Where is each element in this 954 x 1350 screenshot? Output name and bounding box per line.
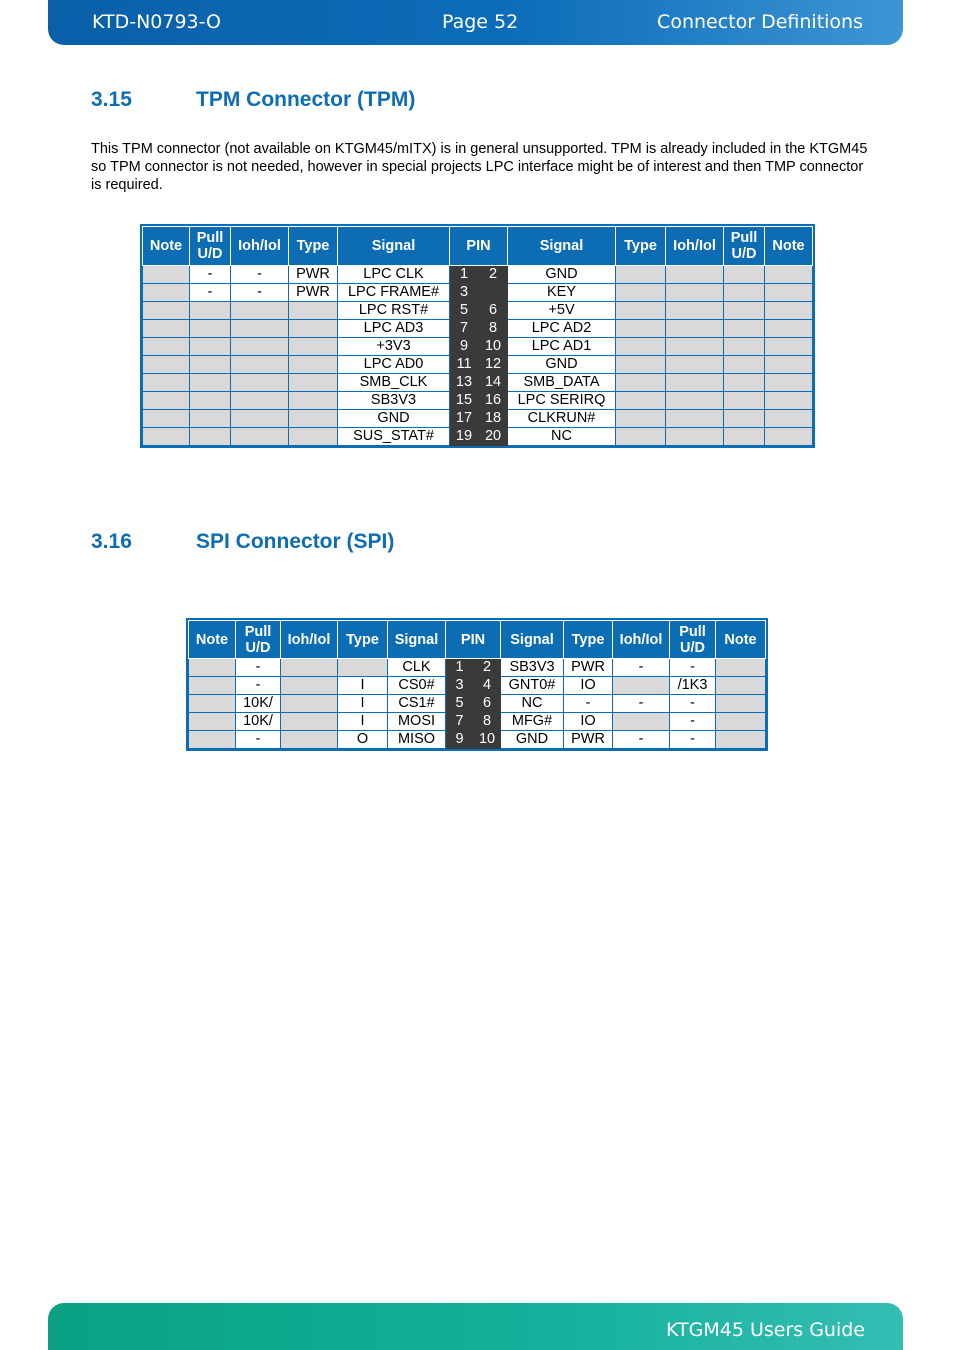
signal-cell: SB3V3 <box>338 392 450 410</box>
table-row <box>143 428 813 446</box>
signal-cell: LPC AD1 <box>508 338 616 356</box>
signal-cell: CLK <box>388 659 446 677</box>
pull-cell: - <box>190 284 231 302</box>
ioh-iol-cell <box>666 320 724 338</box>
note-cell <box>143 338 190 356</box>
table-row <box>143 302 813 320</box>
ioh-iol-cell <box>231 302 289 320</box>
header-pull: Pull U/D <box>670 621 716 659</box>
note-cell <box>189 713 236 731</box>
tpm-pin-table <box>142 226 813 446</box>
pin-cell: 4 <box>474 677 501 695</box>
section-name: Connector Definitions <box>657 11 863 33</box>
type-cell: PWR <box>564 659 613 677</box>
signal-cell: MOSI <box>388 713 446 731</box>
header-signal: Signal <box>388 621 446 659</box>
pin-cell: 3 <box>446 677 474 695</box>
header-pull: Pull U/D <box>190 227 231 266</box>
pull-cell: 10K/ <box>236 713 281 731</box>
ioh-iol-cell <box>666 410 724 428</box>
pull-cell <box>724 374 765 392</box>
type-cell: PWR <box>289 266 338 284</box>
tpm-section-title: TPM Connector (TPM) <box>196 88 416 111</box>
guide-title: KTGM45 Users Guide <box>666 1319 865 1341</box>
ioh-iol-cell <box>231 338 289 356</box>
page-number: Page 52 <box>442 11 519 33</box>
pin-cell: 6 <box>474 695 501 713</box>
signal-cell: GND <box>508 266 616 284</box>
note-cell <box>189 677 236 695</box>
pin-cell: 9 <box>446 731 474 749</box>
pull-cell <box>724 428 765 446</box>
ioh-iol-cell <box>281 731 338 749</box>
ioh-iol-cell <box>666 374 724 392</box>
note-cell <box>765 410 813 428</box>
pin-cell: 7 <box>446 713 474 731</box>
pin-cell: 10 <box>479 338 508 356</box>
pull-cell <box>724 302 765 320</box>
type-cell <box>616 356 666 374</box>
table-row <box>143 410 813 428</box>
note-cell <box>765 302 813 320</box>
type-cell: I <box>338 695 388 713</box>
ioh-iol-cell <box>281 713 338 731</box>
pull-cell <box>190 410 231 428</box>
note-cell <box>765 320 813 338</box>
type-cell <box>616 392 666 410</box>
note-cell <box>143 284 190 302</box>
pin-cell <box>479 284 508 302</box>
type-cell <box>616 428 666 446</box>
note-cell <box>189 659 236 677</box>
note-cell <box>143 266 190 284</box>
ioh-iol-cell <box>666 392 724 410</box>
pin-cell: 20 <box>479 428 508 446</box>
header-type: Type <box>338 621 388 659</box>
header-note: Note <box>716 621 766 659</box>
signal-cell: SB3V3 <box>501 659 564 677</box>
type-cell <box>338 659 388 677</box>
type-cell: O <box>338 731 388 749</box>
signal-cell: LPC CLK <box>338 266 450 284</box>
signal-cell: CS1# <box>388 695 446 713</box>
note-cell <box>143 320 190 338</box>
signal-cell: GND <box>501 731 564 749</box>
table-row <box>189 659 766 677</box>
pin-cell: 18 <box>479 410 508 428</box>
table-row <box>143 356 813 374</box>
pull-cell: - <box>236 659 281 677</box>
pin-cell: 8 <box>479 320 508 338</box>
signal-cell: CS0# <box>388 677 446 695</box>
pin-cell: 5 <box>446 695 474 713</box>
header-ioh-iol: Ioh/Iol <box>281 621 338 659</box>
ioh-iol-cell <box>231 356 289 374</box>
signal-cell: LPC AD2 <box>508 320 616 338</box>
header-pull: Pull U/D <box>724 227 765 266</box>
table-row <box>189 695 766 713</box>
pin-cell: 7 <box>450 320 479 338</box>
table-header-row <box>189 621 766 659</box>
ioh-iol-cell <box>666 266 724 284</box>
pin-cell: 1 <box>450 266 479 284</box>
table-row <box>189 677 766 695</box>
header-ioh-iol: Ioh/Iol <box>613 621 670 659</box>
ioh-iol-cell <box>666 356 724 374</box>
note-cell <box>765 374 813 392</box>
pull-cell <box>190 338 231 356</box>
pin-cell: 17 <box>450 410 479 428</box>
signal-cell: CLKRUN# <box>508 410 616 428</box>
note-cell <box>716 713 766 731</box>
type-cell <box>616 374 666 392</box>
pull-cell: - <box>670 695 716 713</box>
signal-cell: LPC RST# <box>338 302 450 320</box>
pull-cell <box>724 266 765 284</box>
signal-cell: SMB_CLK <box>338 374 450 392</box>
type-cell: - <box>564 695 613 713</box>
pull-cell: - <box>670 659 716 677</box>
note-cell <box>765 284 813 302</box>
ioh-iol-cell <box>281 677 338 695</box>
pull-cell: - <box>236 731 281 749</box>
pull-cell <box>190 320 231 338</box>
signal-cell: SUS_STAT# <box>338 428 450 446</box>
ioh-iol-cell <box>666 302 724 320</box>
tpm-description: This TPM connector (not available on KTGM45/mITX) is in general unsupported. TPM is already included in the KTGM45 so TPM connector is not needed, however in special projects LPC interface might be of interest and then TMP connector is required. <box>91 141 868 193</box>
ioh-iol-cell <box>281 659 338 677</box>
pin-cell: 11 <box>450 356 479 374</box>
pin-cell: 14 <box>479 374 508 392</box>
type-cell <box>616 302 666 320</box>
pull-cell: - <box>236 677 281 695</box>
header-note: Note <box>189 621 236 659</box>
pin-cell: 9 <box>450 338 479 356</box>
pull-cell <box>724 392 765 410</box>
pull-cell: - <box>190 266 231 284</box>
table-row <box>143 284 813 302</box>
signal-cell: LPC AD0 <box>338 356 450 374</box>
page-footer <box>48 1303 903 1350</box>
pin-cell: 3 <box>450 284 479 302</box>
type-cell <box>616 266 666 284</box>
signal-cell: +5V <box>508 302 616 320</box>
table-row <box>143 266 813 284</box>
ioh-iol-cell <box>231 410 289 428</box>
header-pin: PIN <box>446 621 501 659</box>
ioh-iol-cell <box>231 428 289 446</box>
signal-cell: LPC AD3 <box>338 320 450 338</box>
header-ioh-iol: Ioh/Iol <box>231 227 289 266</box>
note-cell <box>143 428 190 446</box>
table-row <box>143 338 813 356</box>
header-note: Note <box>143 227 190 266</box>
page-header <box>48 0 903 45</box>
pin-cell: 13 <box>450 374 479 392</box>
pin-cell: 8 <box>474 713 501 731</box>
signal-cell: GND <box>338 410 450 428</box>
ioh-iol-cell <box>231 374 289 392</box>
document-id: KTD-N0793-O <box>92 11 221 33</box>
signal-cell: LPC SERIRQ <box>508 392 616 410</box>
pin-cell: 5 <box>450 302 479 320</box>
pull-cell <box>190 374 231 392</box>
ioh-iol-cell: - <box>231 266 289 284</box>
ioh-iol-cell <box>231 392 289 410</box>
type-cell <box>616 284 666 302</box>
signal-cell: MFG# <box>501 713 564 731</box>
signal-cell: NC <box>501 695 564 713</box>
header-type: Type <box>616 227 666 266</box>
note-cell <box>765 428 813 446</box>
type-cell <box>289 374 338 392</box>
note-cell <box>716 695 766 713</box>
pull-cell <box>190 302 231 320</box>
table-row <box>189 713 766 731</box>
type-cell <box>289 356 338 374</box>
table-row <box>189 731 766 749</box>
pin-cell: 2 <box>479 266 508 284</box>
signal-cell: +3V3 <box>338 338 450 356</box>
ioh-iol-cell <box>231 320 289 338</box>
pin-cell: 10 <box>474 731 501 749</box>
header-signal: Signal <box>508 227 616 266</box>
ioh-iol-cell: - <box>613 659 670 677</box>
header-type: Type <box>564 621 613 659</box>
pin-cell: 6 <box>479 302 508 320</box>
signal-cell: SMB_DATA <box>508 374 616 392</box>
type-cell <box>289 410 338 428</box>
pull-cell <box>190 392 231 410</box>
pull-cell <box>724 338 765 356</box>
note-cell <box>189 731 236 749</box>
ioh-iol-cell <box>666 338 724 356</box>
table-row <box>143 320 813 338</box>
signal-cell: GNT0# <box>501 677 564 695</box>
pin-cell: 15 <box>450 392 479 410</box>
type-cell: I <box>338 677 388 695</box>
spi-pin-table <box>188 620 766 749</box>
pull-cell: - <box>670 731 716 749</box>
note-cell <box>716 659 766 677</box>
tpm-section-number: 3.15 <box>91 88 132 111</box>
type-cell <box>616 320 666 338</box>
pin-cell: 2 <box>474 659 501 677</box>
type-cell: IO <box>564 713 613 731</box>
ioh-iol-cell <box>613 677 670 695</box>
note-cell <box>143 392 190 410</box>
pin-cell: 1 <box>446 659 474 677</box>
header-pin: PIN <box>450 227 508 266</box>
signal-cell: MISO <box>388 731 446 749</box>
type-cell: IO <box>564 677 613 695</box>
ioh-iol-cell: - <box>613 695 670 713</box>
pin-cell: 19 <box>450 428 479 446</box>
pull-cell <box>724 320 765 338</box>
pull-cell <box>190 428 231 446</box>
pull-cell: - <box>670 713 716 731</box>
type-cell <box>289 302 338 320</box>
pin-cell: 12 <box>479 356 508 374</box>
ioh-iol-cell <box>281 695 338 713</box>
note-cell <box>143 356 190 374</box>
note-cell <box>189 695 236 713</box>
note-cell <box>143 410 190 428</box>
header-type: Type <box>289 227 338 266</box>
pin-cell: 16 <box>479 392 508 410</box>
type-cell: PWR <box>289 284 338 302</box>
table-row <box>143 392 813 410</box>
note-cell <box>765 266 813 284</box>
type-cell <box>616 410 666 428</box>
note-cell <box>765 392 813 410</box>
spi-section-title: SPI Connector (SPI) <box>196 530 395 553</box>
type-cell: PWR <box>564 731 613 749</box>
table-header-row <box>143 227 813 266</box>
note-cell <box>143 374 190 392</box>
table-row <box>143 374 813 392</box>
header-note: Note <box>765 227 813 266</box>
type-cell: I <box>338 713 388 731</box>
note-cell <box>765 356 813 374</box>
pull-cell <box>724 284 765 302</box>
pull-cell: 10K/ <box>236 695 281 713</box>
type-cell <box>289 428 338 446</box>
header-ioh-iol: Ioh/Iol <box>666 227 724 266</box>
type-cell <box>289 320 338 338</box>
ioh-iol-cell <box>613 713 670 731</box>
signal-cell: KEY <box>508 284 616 302</box>
spi-section-number: 3.16 <box>91 530 132 553</box>
pull-cell <box>724 356 765 374</box>
ioh-iol-cell: - <box>231 284 289 302</box>
pull-cell <box>724 410 765 428</box>
pull-cell: /1K3 <box>670 677 716 695</box>
signal-cell: GND <box>508 356 616 374</box>
signal-cell: LPC FRAME# <box>338 284 450 302</box>
ioh-iol-cell <box>666 428 724 446</box>
signal-cell: NC <box>508 428 616 446</box>
type-cell <box>289 392 338 410</box>
note-cell <box>716 731 766 749</box>
pull-cell <box>190 356 231 374</box>
type-cell <box>616 338 666 356</box>
type-cell <box>289 338 338 356</box>
header-pull: Pull U/D <box>236 621 281 659</box>
ioh-iol-cell <box>666 284 724 302</box>
note-cell <box>143 302 190 320</box>
header-signal: Signal <box>338 227 450 266</box>
header-signal: Signal <box>501 621 564 659</box>
note-cell <box>716 677 766 695</box>
note-cell <box>765 338 813 356</box>
ioh-iol-cell: - <box>613 731 670 749</box>
